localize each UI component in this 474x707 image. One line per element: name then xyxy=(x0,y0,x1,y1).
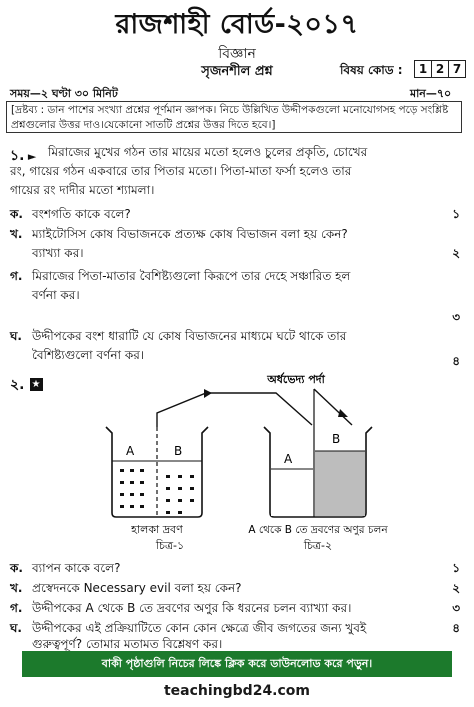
q2-sub-mark: ৪ xyxy=(452,621,460,635)
solute-dots-left xyxy=(120,469,144,508)
osmosis-figure xyxy=(100,365,420,555)
q2-sub-text: প্রস্বেদনকে Necessary evil বলা হয় কেন? xyxy=(32,581,242,595)
instruction-note: [দ্রষ্টব্য : ডান পাশের সংখ্যা প্রশ্নের পূর্ণমান জ্ঞাপক। নিচে উল্লিখিত উদ্দীপকগুলো মনোযোগসহ পড়ে সংশ্লিষ্ট প্রশ্নগুলোর উত্তর দাও।যেকোনো সাতটি প্রশ্নের উত্তর দিতে হবে।] xyxy=(6,101,462,133)
q1-sub-label: ক. xyxy=(10,207,23,221)
beaker-2-label-a: A xyxy=(284,452,293,466)
caption-2-top: A থেকে B তে দ্রবণের অণুর চলন xyxy=(248,524,388,536)
beaker-2-left-liquid xyxy=(271,469,313,516)
q2-sub-mark: ৩ xyxy=(452,601,460,615)
q1-sub-mark: ৪ xyxy=(452,354,460,368)
q1-sub-label: খ. xyxy=(10,227,23,241)
question-2-number: ২. ★ xyxy=(10,373,43,397)
subject-name: বিজ্ঞান xyxy=(218,46,256,62)
q1-stem-line: রং, গায়ের গঠন একবারে তার পিতার মতো। পিতা-মাতা ফর্সা হলেও তার xyxy=(10,164,352,178)
subject-code-boxes xyxy=(414,60,465,78)
beaker-2-label-b: B xyxy=(332,432,341,446)
q1-sub-label: ঘ. xyxy=(10,329,22,343)
q2-sub-label: গ. xyxy=(10,601,23,615)
q2-sub-text: গুরুত্বপূর্ণ? তোমার মতামত বিশ্লেষণ কর। xyxy=(32,637,223,651)
exam-time: সময়—২ ঘণ্টা ৩০ মিনিট xyxy=(10,87,118,100)
q2-sub-label: খ. xyxy=(10,581,23,595)
subject-code-label: বিষয় কোড : xyxy=(340,63,403,77)
q1-sub-mark: ২ xyxy=(452,246,460,260)
q1-sub-text: ব্যাখ্যা কর। xyxy=(32,246,84,260)
code-digit: 2 xyxy=(431,60,449,78)
code-digit: 7 xyxy=(448,60,466,78)
caption-2: চিত্র-২ xyxy=(303,539,333,552)
q1-sub-mark: ৩ xyxy=(452,310,460,324)
download-banner xyxy=(0,651,474,707)
exam-marks: মান—৭০ xyxy=(410,87,452,100)
q1-stem-line: মিরাজের মুখের গঠন তার মায়ের মতো হলেও চুলের প্রকৃতি, চোখের xyxy=(48,145,368,159)
tube-right xyxy=(314,389,352,425)
q2-sub-text: উদ্দীপকের A থেকে B তে দ্রবণের অণুর কি ধরনের চলন ব্যাখ্যা কর। xyxy=(32,601,352,615)
q2-sub-label: ঘ. xyxy=(10,621,22,635)
caption-1-top: হালকা দ্রবণ xyxy=(131,523,183,536)
beaker-1-label-a: A xyxy=(126,444,135,458)
q1-sub-label: গ. xyxy=(10,269,23,283)
download-link[interactable]: বাকী পৃষ্ঠাগুলি নিচের লিঙ্কে ক্লিক করে ডাউনলোড করে পড়ুন। xyxy=(22,651,452,677)
q1-sub-text: উদ্দীপকের বংশ ধারাটি যে কোষ বিভাজনের মাধ্যমে ঘটে থাকে তার xyxy=(32,329,347,343)
q1-sub-text: বংশগতি কাকে বলে? xyxy=(32,207,131,221)
q2-sub-mark: ২ xyxy=(452,581,460,595)
solute-dots-right xyxy=(166,475,194,514)
caption-1: চিত্র-১ xyxy=(155,539,185,552)
tube-left xyxy=(157,393,312,427)
q1-sub-text: মিরাজের পিতা-মাতার বৈশিষ্ট্যগুলো কিরূপে তার দেহে সঞ্চারিত হল xyxy=(32,269,351,283)
q1-sub-text: বৈশিষ্ট্যগুলো বর্ণনা কর। xyxy=(32,348,145,362)
question-1-number: ১. ► xyxy=(10,148,37,164)
paper-type: সৃজনশীল প্রশ্ন xyxy=(201,64,273,79)
arrow-right-icon xyxy=(204,389,212,398)
membrane-label: অর্ধভেদ্য পর্দা xyxy=(267,373,325,386)
q1-stem-line: গায়ের রং দাদীর মতো শ্যামলা। xyxy=(10,183,155,197)
play-arrow-icon: ► xyxy=(24,150,37,163)
beaker-2-right-liquid xyxy=(315,451,365,516)
star-icon: ★ xyxy=(30,378,43,391)
q1-sub-text: ম্যাইটোসিস কোষ বিভাজনকে প্রত্যক্ষ কোষ বিভাজন বলা হয় কেন? xyxy=(32,227,348,241)
q2-sub-text: ব্যাপন কাকে বলে? xyxy=(32,561,121,575)
q2-sub-text: উদ্দীপকের এই প্রক্রিয়াটিতে কোন কোন ক্ষেত্রে জীব জগতের জন্য খুবই xyxy=(32,621,367,635)
q2-sub-label: ক. xyxy=(10,561,23,575)
code-digit: 1 xyxy=(414,60,432,78)
q1-sub-mark: ১ xyxy=(452,207,460,221)
osmosis-diagram xyxy=(100,365,420,559)
board-title: রাজশাহী বোর্ড-২০১৭ xyxy=(115,9,359,40)
site-url[interactable]: teachingbd24.com xyxy=(163,683,311,699)
beaker-1-label-b: B xyxy=(174,444,183,458)
q1-sub-text: বর্ণনা কর। xyxy=(32,288,80,302)
arrow-down-icon xyxy=(338,409,348,417)
q2-sub-mark: ১ xyxy=(452,561,460,575)
